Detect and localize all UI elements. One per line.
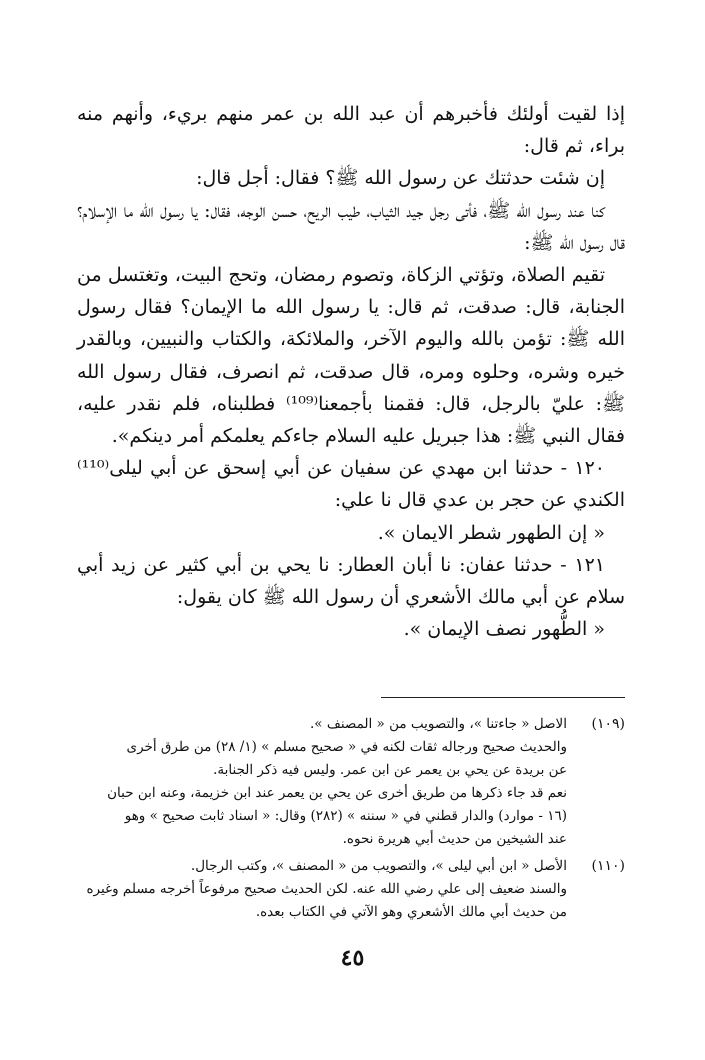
footnote <box>77 855 625 924</box>
page-number: ٤٥ <box>340 945 365 971</box>
footnote-number: (١١٠) <box>591 858 625 874</box>
paragraph-h120: ١٢٠ - حدثنا ابن مهدي عن سفيان عن أبي إسحق عن أبي ليلى⁽¹¹⁰⁾ الكندي عن حجر بن عدي قال نا علي: <box>77 457 625 512</box>
paragraph-h121q: « الطُّهور نصف الإيمان ». <box>403 618 605 641</box>
footnote-line: الاصل « جاءتنا »، والتصويب من « المصنف ». <box>310 716 567 732</box>
paragraph-h120q: « إن الطهور شطر الايمان ». <box>377 521 605 544</box>
footnotes <box>77 713 625 928</box>
footnote-line: من حديث أبي مالك الأشعري وهو الآتي في الكتاب بعده. <box>255 904 567 920</box>
footnote-divider <box>381 697 625 698</box>
footnote-line: عن بريدة عن يحي بن يعمر عن ابن عمر. وليس فيه ذكر الجنابة. <box>213 762 567 778</box>
paragraph-p2: كنا عند رسول الله ﷺ، فأتى رجل جيد الثياب، طيب الريح، حسن الوجه، فقال: يا رسول الله ما الإسلام؟ قال رسول الله ﷺ: <box>77 199 625 254</box>
paragraph-h121: ١٢١ - حدثنا عفان: نا أبان العطار: نا يحي بن أبي كثير عن زيد أبي سلام عن أبي مالك الأشعري أن رسول الله ﷺ كان يقول: <box>77 553 625 609</box>
footnote-line: والحديث صحيح ورجاله ثقات لكنه في « صحيح مسلم » (١/ ٢٨) من طرق أخرى <box>126 739 567 755</box>
main-text <box>77 98 625 645</box>
footnote-line: عند الشيخين من حديث أبي هريرة نحوه. <box>342 831 567 847</box>
footnote-number: (١٠٩) <box>591 716 625 732</box>
footnote-line: نعم قد جاء ذكرها من طريق أخرى عن يحي بن يعمر عند ابن خزيمة، وعنه ابن حبان <box>107 785 567 801</box>
footnote-line: (١٦ - موارد) والدار قطني في « سننه » (٢٨٢) وقال: « اسناد ثابت صحيح » وهو <box>124 808 567 824</box>
paragraph-p3: تقيم الصلاة، وتؤتي الزكاة، وتصوم رمضان، وتحج البيت، وتغتسل من الجنابة، قال: صدقت، ثم قال: يا رسول الله ما الإيمان؟ فقال رسول الله ﷺ: تؤمن بالله واليوم الآخر، والملائكة، والكتاب والنبيين، وبالقدر خيره وشره، وحلوه ومره، قال صدقت، ثم انصرف، فقال رسول الله ﷺ: عليّ بالرجل، قال: فقمنا بأجمعنا⁽¹⁰⁹⁾ فطلبناه، فلم نقدر عليه، فقال النبي ﷺ: هذا جبريل عليه السلام جاءكم يعلمكم أمر دينكم». <box>77 264 625 448</box>
footnote-line: الأصل « ابن أبي ليلى »، والتصويب من « المصنف »، وكتب الرجال. <box>190 858 567 874</box>
footnote-body <box>77 855 567 924</box>
paragraph-p1: إن شئت حدثتك عن رسول الله ﷺ؟ فقال: أجل قال: <box>196 167 605 190</box>
paragraph-intro: إذا لقيت أولئك فأخبرهم أن عبد الله بن عمر منهم بريء، وأنهم منه براء، ثم قال: <box>77 103 625 158</box>
footnote-body <box>77 713 567 851</box>
footnote <box>77 713 625 851</box>
footnote-line: والسند ضعيف إلى علي رضي الله عنه. لكن الحديث صحيح مرفوعاً أخرجه مسلم وغيره <box>86 881 567 897</box>
